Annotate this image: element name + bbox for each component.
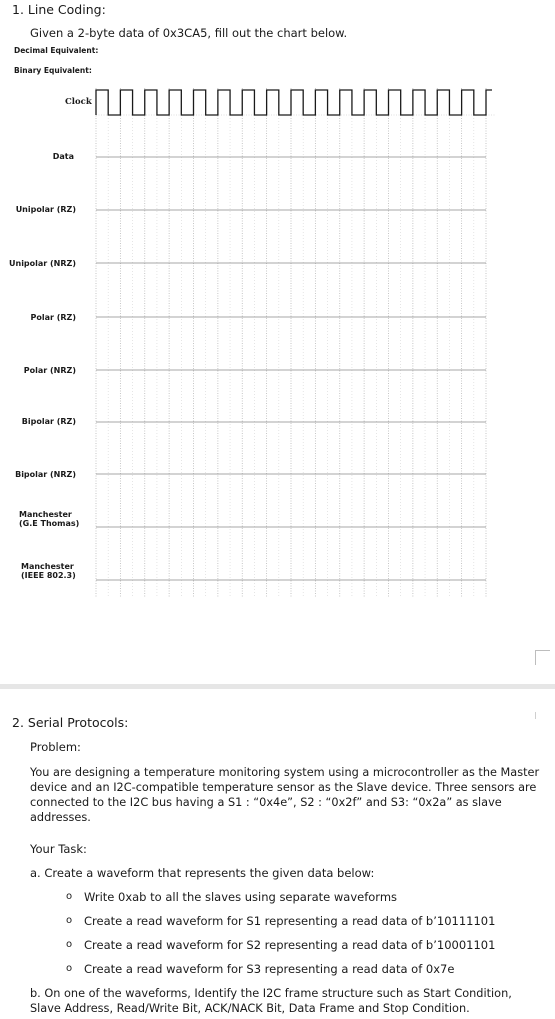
bullet-marker-4: o [66, 963, 73, 974]
bullet-item-1: Write 0xab to all the slaves using separate waveforms [84, 890, 398, 904]
section-divider [0, 684, 555, 689]
section1-instruction: Given a 2-byte data of 0x3CA5, fill out the chart below. [30, 26, 348, 40]
bullet-item-4: Create a read waveform for S3 representing a read data of 0x7e [84, 962, 455, 976]
row-label-manchester-ge-thomas [19, 510, 79, 528]
clock-label: Clock [65, 97, 92, 107]
margin-tick [535, 712, 536, 719]
bullet-item-3: Create a read waveform for S2 representing a read data of b’10001101 [84, 938, 496, 952]
row-label-data: Data [52, 152, 74, 161]
problem-text: You are designing a temperature monitoring system using a microcontroller as the Master device and an I2C-compatible temperature sensor as the Slave device. Three sensors are connected to the I2C bus having a S1 : “0x4e”, S2 : “0x2f” and S3: “0x2a” as slave addresses. [30, 766, 540, 824]
manchester-ieee-line1: Manchester [21, 562, 74, 571]
manchester-ieee-line2: (IEEE 802.3) [21, 571, 76, 580]
task-label: Your Task: [30, 842, 87, 856]
row-label-polar-rz: Polar (RZ) [30, 313, 76, 322]
bullet-marker-3: o [66, 939, 73, 950]
task-a: a. Create a waveform that represents the given data below: [30, 866, 375, 880]
section2-heading: 2. Serial Protocols: [12, 715, 129, 730]
row-label-polar-nrz: Polar (NRZ) [23, 366, 76, 375]
decimal-equivalent-label: Decimal Equivalent: [14, 46, 99, 55]
bullet-marker-1: o [66, 891, 73, 902]
problem-label: Problem: [30, 740, 81, 754]
crop-corner-mark [535, 650, 550, 665]
manchester-ge-line1: Manchester [19, 510, 72, 519]
task-b: b. On one of the waveforms, Identify the I2C frame structure such as Start Condition, Slave Address, Read/Write Bit, ACK/NACK Bit, Data Frame and Stop Condition. [30, 987, 512, 1015]
row-label-bipolar-rz: Bipolar (RZ) [21, 417, 76, 426]
row-label-unipolar-nrz: Unipolar (NRZ) [9, 259, 76, 268]
manchester-ge-line2: (G.E Thomas) [19, 519, 80, 528]
section1-heading: 1. Line Coding: [12, 2, 106, 17]
clock-waveform [96, 90, 492, 115]
binary-equivalent-label: Binary Equivalent: [14, 66, 92, 75]
bullet-item-2: Create a read waveform for S1 representing a read data of b’10111101 [84, 914, 496, 928]
row-label-manchester-ieee [21, 562, 76, 580]
bullet-marker-2: o [66, 915, 73, 926]
row-label-bipolar-nrz: Bipolar (NRZ) [15, 470, 76, 479]
row-label-unipolar-rz: Unipolar (RZ) [15, 205, 76, 214]
